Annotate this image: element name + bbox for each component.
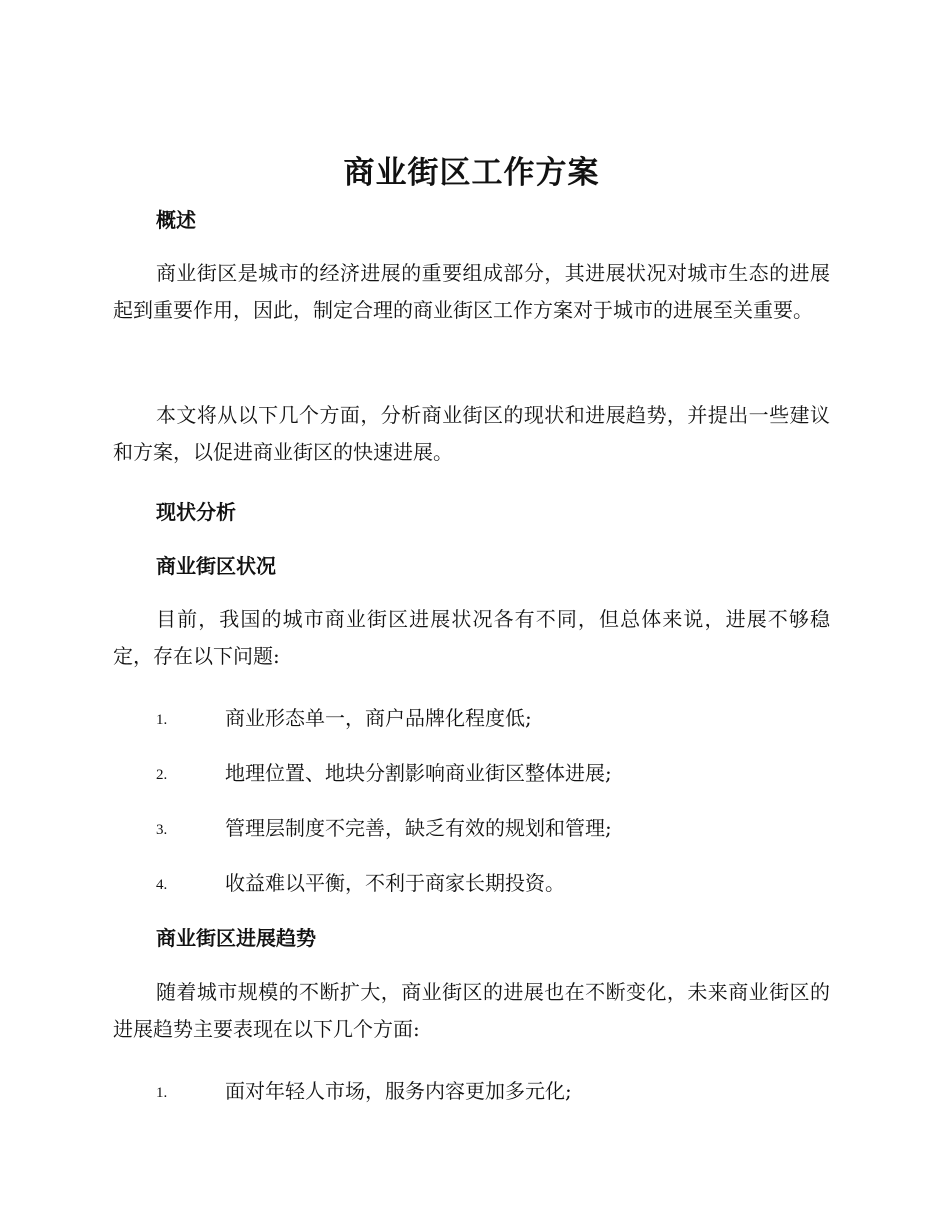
- list-item-number: 2.: [156, 767, 168, 783]
- list-item: [156, 868, 830, 898]
- list-item-number: 1.: [156, 712, 168, 728]
- list-item-text: 管理层制度不完善，缺乏有效的规划和管理;: [225, 816, 612, 840]
- list-item-text: 面对年轻人市场，服务内容更加多元化;: [225, 1079, 572, 1103]
- subsection-heading-trend: 商业街区进展趋势: [156, 926, 316, 950]
- paragraph-overview-2: 本文将从以下几个方面，分析商业街区的现状和进展趋势，并提出一些建议和方案，以促进商业街区的快速进展。: [113, 403, 830, 464]
- list-item: [156, 758, 830, 788]
- paragraph-condition: 目前，我国的城市商业街区进展状况各有不同，但总体来说，进展不够稳定，存在以下问题:: [113, 607, 830, 668]
- list-item-text: 商业形态单一，商户品牌化程度低;: [225, 706, 532, 730]
- subsection-heading-condition: 商业街区状况: [156, 554, 276, 578]
- list-item-number: 1.: [156, 1085, 168, 1101]
- document-title: 商业街区工作方案: [343, 155, 600, 191]
- list-item-text: 收益难以平衡，不利于商家长期投资。: [225, 871, 565, 895]
- list-item: [156, 703, 830, 733]
- list-item-number: 3.: [156, 822, 168, 838]
- list-item-number: 4.: [156, 877, 168, 893]
- paragraph-overview-1: 商业街区是城市的经济进展的重要组成部分，其进展状况对城市生态的进展起到重要作用，因此，制定合理的商业街区工作方案对于城市的进展至关重要。: [113, 261, 830, 322]
- list-item-text: 地理位置、地块分割影响商业街区整体进展;: [225, 761, 612, 785]
- list-item: [156, 813, 830, 843]
- section-heading-overview: 概述: [156, 208, 196, 232]
- section-heading-status: 现状分析: [156, 500, 236, 524]
- paragraph-trend: 随着城市规模的不断扩大，商业街区的进展也在不断变化，未来商业街区的进展趋势主要表现在以下几个方面:: [113, 980, 830, 1041]
- list-item: [156, 1076, 830, 1106]
